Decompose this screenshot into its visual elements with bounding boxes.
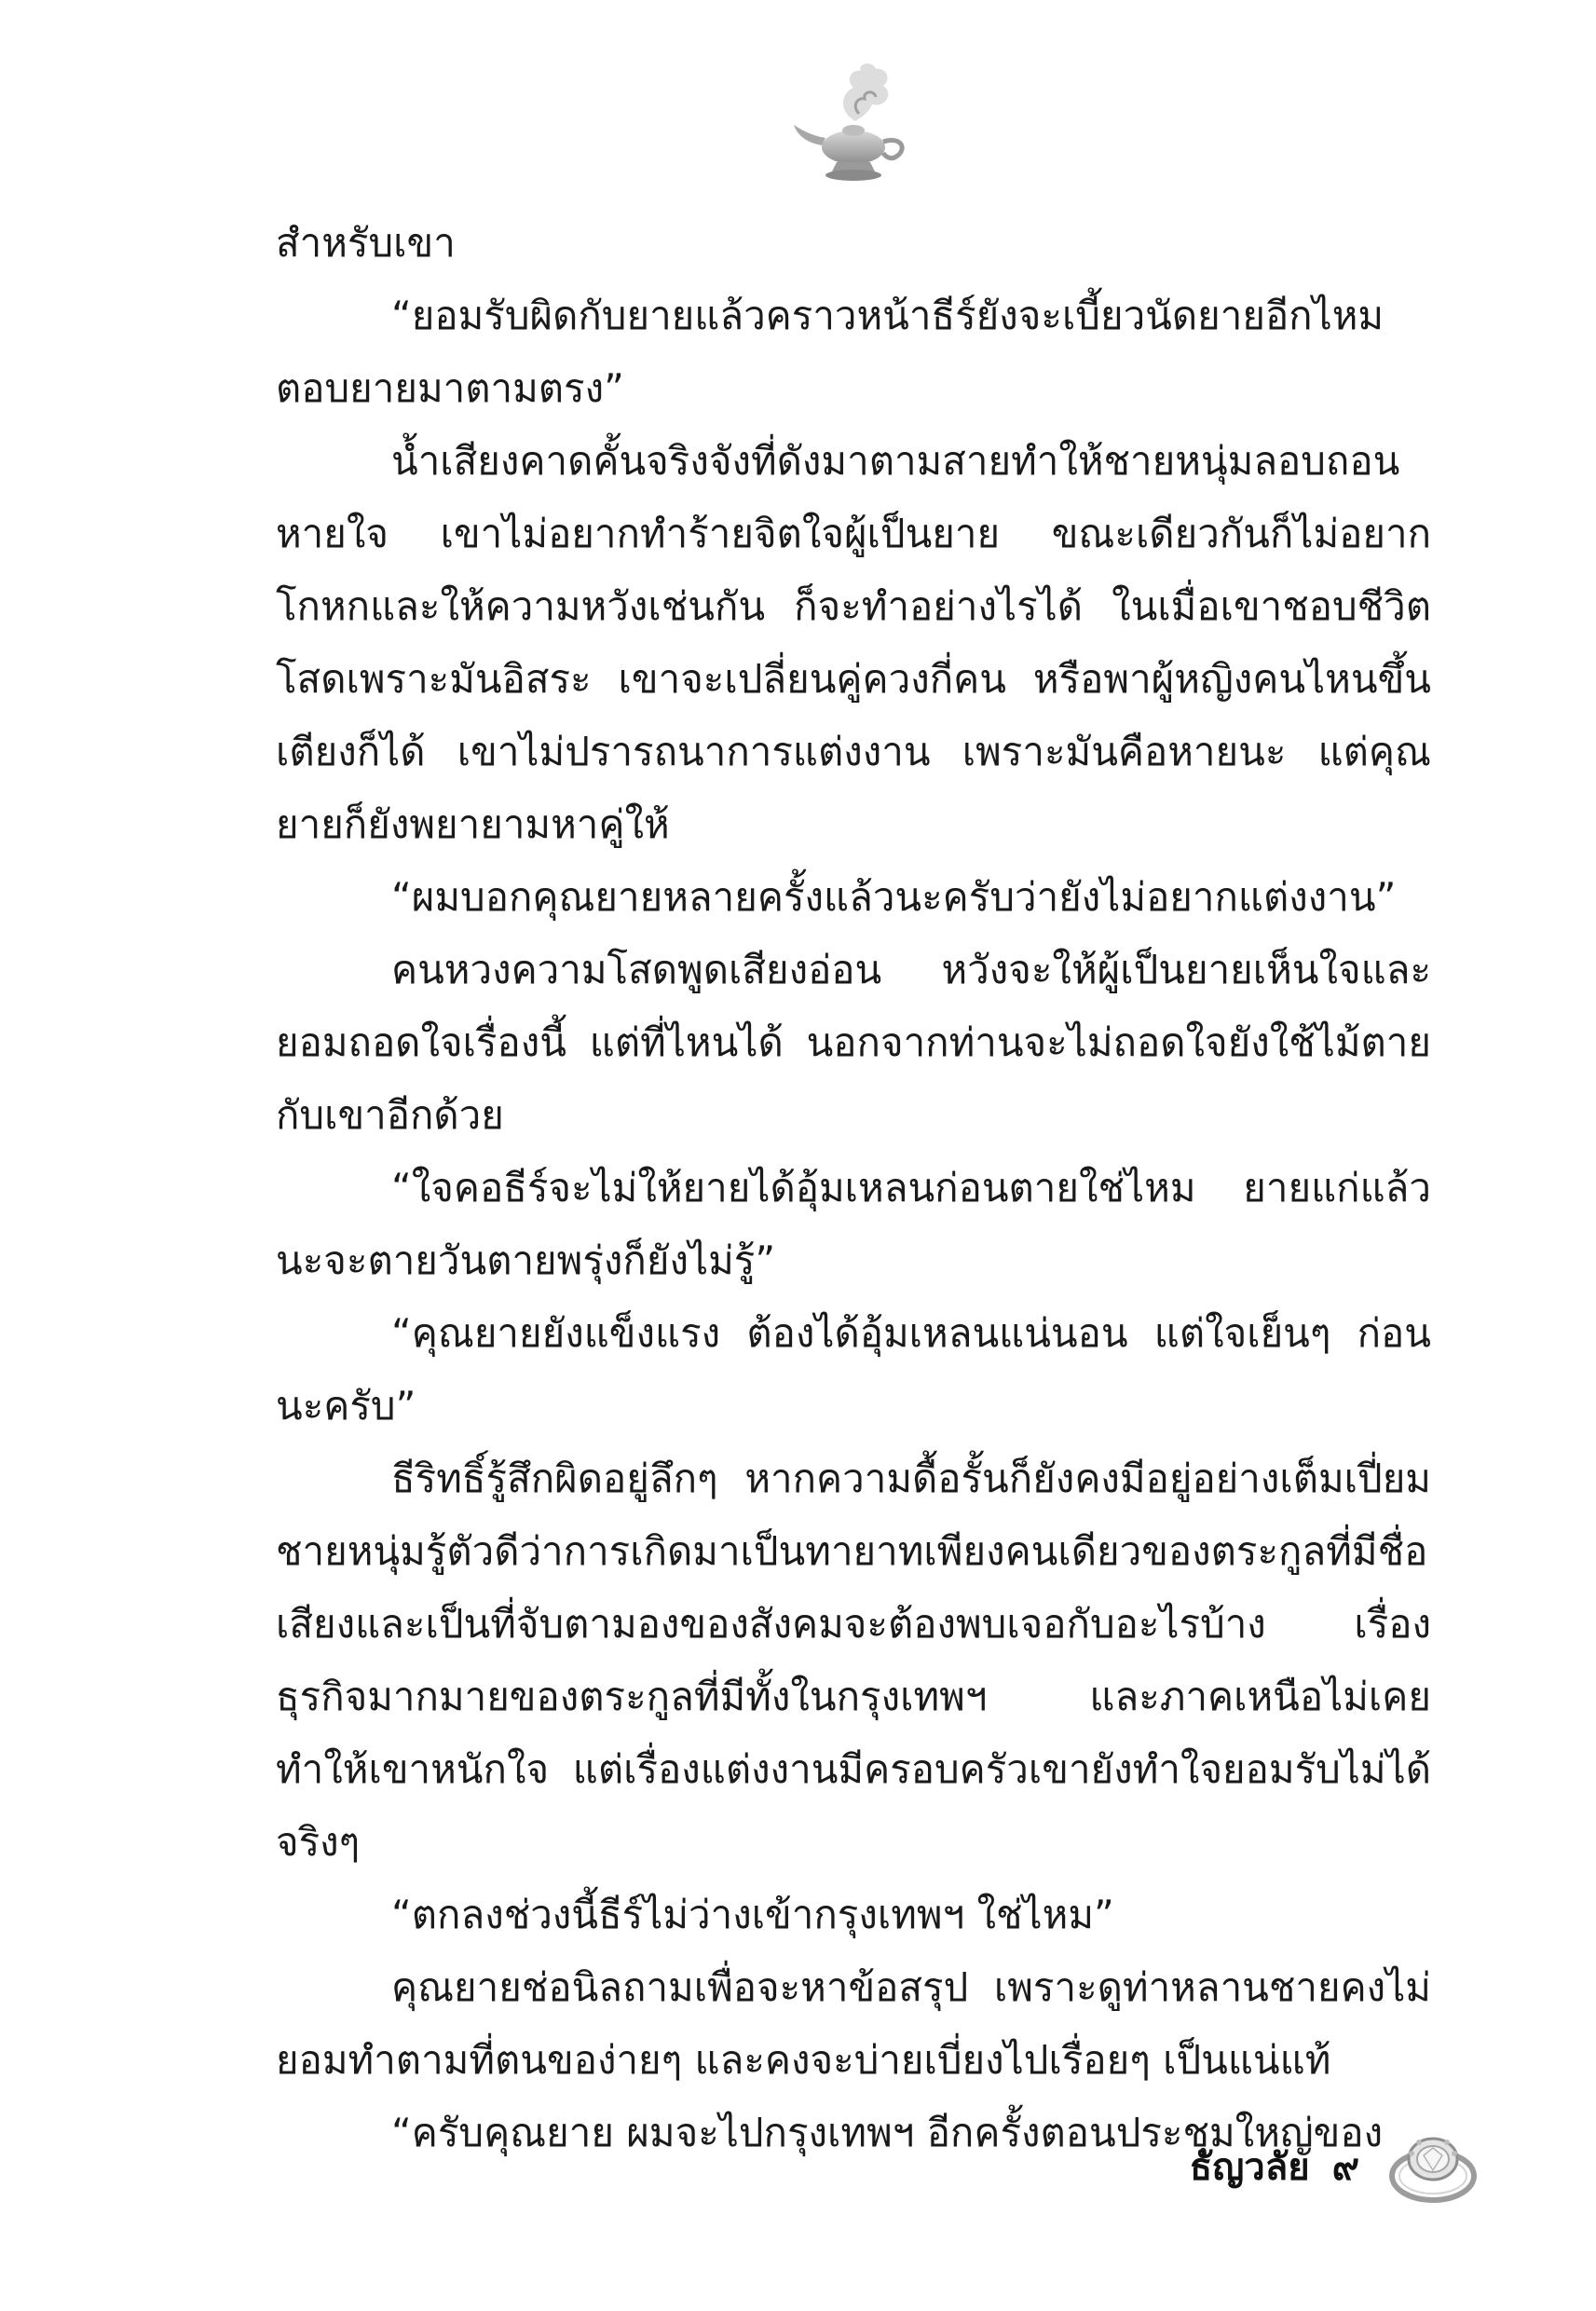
chapter-text: [276, 207, 1431, 2169]
paragraph: สำหรับเขา: [276, 220, 456, 266]
paragraph: คุณยายช่อนิลถามเพื่อจะหาข้อสรุป เพราะดูท่าหลานชายคงไม่ยอมทำตามที่ตนของ่ายๆ และคงจะบ่ายเบี่ยงไปเรื่อยๆ เป็นแน่แท้: [276, 1964, 1431, 2083]
paragraph: น้ำเสียงคาดคั้นจริงจังที่ดังมาตามสายทำให้ชายหนุ่มลอบถอนหายใจ เขาไม่อยากทำร้ายจิตใจผู้เป็นยาย ขณะเดียวกันก็ไม่อยากโกหกและให้ความหวังเช่นกัน ก็จะทำอย่างไรได้ ในเมื่อเขาชอบชีวิตโสดเพราะมันอิสระ เขาจะเปลี่ยนคู่ควงกี่คน หรือพาผู้หญิงคนไหนขึ้นเตียงก็ได้ เขาไม่ปรารถนาการแต่งงาน เพราะมันคือหายนะ แต่คุณยายก็ยังพยายามหาคู่ให้: [276, 438, 1431, 847]
magic-lamp-icon: [792, 56, 913, 196]
paragraph: ธีริทธิ์รู้สึกผิดอยู่ลึกๆ หากความดื้อรั้นก็ยังคงมีอยู่อย่างเต็มเปี่ยม ชายหนุ่มรู้ตัวดีว่าการเกิดมาเป็นทายาทเพียงคนเดียวของตระกูลที่มีชื่อเสียงและเป็นที่จับตามองของสังคมจะต้องพบเจอกับอะไรบ้าง เรื่องธุรกิจมากมายของตระกูลที่มีทั้งในกรุงเทพฯ และภาคเหนือไม่เคยทำให้เขาหนักใจ แต่เรื่องแต่งงานมีครอบครัวเขายังทำใจยอมรับไม่ได้จริงๆ: [276, 1456, 1431, 1865]
paragraph: “ผมบอกคุณยายหลายครั้งแล้วนะครับว่ายังไม่อยากแต่งงาน”: [391, 874, 1397, 920]
paragraph: “ยอมรับผิดกับยายแล้วคราวหน้าธีร์ยังจะเบี้ยวนัดยายอีกไหม ตอบยายมาตามตรง”: [276, 293, 1385, 411]
book-title: ธัญวลัย: [1189, 2146, 1310, 2189]
page-number: ๙: [1331, 2146, 1359, 2189]
paragraph: “ตกลงช่วงนี้ธีร์ไม่ว่างเข้ากรุงเทพฯ ใช่ไหม”: [391, 1892, 1114, 1937]
page-footer: [1190, 2115, 1484, 2218]
paragraph: คนหวงความโสดพูดเสียงอ่อน หวังจะให้ผู้เป็นยายเห็นใจและยอมถอดใจเรื่องนี้ แต่ที่ไหนได้ นอกจากท่านจะไม่ถอดใจยังใช้ไม้ตายกับเขาอีกด้วย: [276, 947, 1431, 1138]
paragraph: “ใจคอธีร์จะไม่ให้ยายได้อุ้มเหลนก่อนตายใช่ไหม ยายแก่แล้วนะจะตายวันตายพรุ่งก็ยังไม่รู้”: [276, 1165, 1431, 1283]
diamond-ring-icon: [1382, 2122, 1484, 2211]
paragraph: “ครับคุณยาย ผมจะไปกรุงเทพฯ อีกครั้งตอนประชุมใหญ่ของ: [391, 2110, 1384, 2155]
paragraph: “คุณยายยังแข็งแรง ต้องได้อุ้มเหลนแน่นอน แต่ใจเย็นๆ ก่อนนะครับ”: [276, 1310, 1431, 1429]
